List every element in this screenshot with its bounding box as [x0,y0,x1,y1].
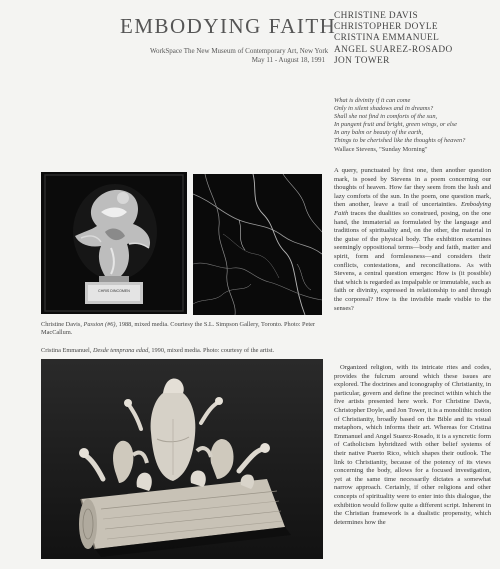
artist-list [334,11,494,67]
artist-name: JON TOWER [334,55,390,66]
poem-attribution: Wallace Stevens, "Sunday Morning" [334,145,428,153]
essay-text: A query, punctuated by first one, then another question mark, is posed by Stevens in a poem concerning our thoughts of heaven. How far they seem from the lush and lazy comforts of the sun. In the poem, one question mark, then another, leave a trail of uncertainties. [334,167,491,209]
poem-line: What is divinity if it can come [334,97,411,104]
venue-line: WorkSpace The New Museum of Contemporary Art, New York [150,47,329,55]
essay-paragraph-2: Organized religion, with its intricate rites and codes, provides the fulcrum around which these issues are explored. The doctrines and iconography of Christianity, in particular, govern and define the precinct within which the five artists presented here work. For Christine Davis, Christopher Doyle, and Jon Tower, it is a monolithic notion of Christianity, broadly based on the Bible and its visual metaphors, which informs their art. Whereas for Cristina Emmanuel and Angel Suarez-Rosado, it is a syncretic form of Catholicism hybridized with other belief systems of their native Puerto Rico, which shapes their outlook. The link to Christianity, because of the potency of its views concerning the body, allows for a focused investigation, yet at the same time necessarily dictates a somewhat narrow approach. Certainly, if other religions and other concepts of spirituality were to enter into this dialogue, the exhibition would follow quite a different script. Inherent in the Christian framework is a dualistic propensity, which determines how the [334,364,491,526]
log-sculpture-image [41,359,323,559]
poem-line: Only in silent shadows and in dreams? [334,105,434,113]
photo-desde-temprana-edad [41,359,323,559]
photo-passion [41,172,187,314]
caption-passion [41,321,325,337]
caption-work-title: Passion (#6) [83,321,116,328]
exhibition-dates: May 11 - August 18, 1991 [251,56,325,64]
caption-desde [41,347,325,355]
poem-line: Shall she not find in comforts of the sun, [334,113,438,121]
exhibition-title-italic: Embodying Faith [334,201,491,217]
poem-epigraph [334,97,494,154]
essay-paragraph-1 [334,167,491,313]
caption-artist: Cristina Emmanuel, [41,347,93,354]
caption-details: , 1990, mixed media. Photo: courtesy of the artist. [148,347,275,354]
artist-name: CRISTINA EMMANUEL [334,33,440,44]
page-title: EMBODYING FAITH [120,14,337,38]
essay-text: traces the dualities so construed, posing, on the one hand, the immaterial as formulated by the language and traditions of spirituality and, on the other, the material in the guise of the physical body. The exhibition examines seemingly oppositional terms—body and faith, matter and spirit, form and formlessness—and considers their conflicts, contestations, and reconciliations. As with Stevens, a central question emerges: How is (it possible) that which is regarded as impalpable or immutable, such as faith or divinity, expressed in relationship to and through the corporeal? How is the invisible made visible to the senses? [334,209,491,312]
pedestal-plaque-text: CHRIS DINCOMEN [98,289,130,293]
artist-name: ANGEL SUAREZ-ROSADO [334,44,453,55]
photo-marble [193,174,322,315]
caption-work-title: Desde temprana edad [92,347,149,354]
marble-texture-image [193,174,322,315]
artist-name: CHRISTINE DAVIS [334,11,419,21]
poem-line: In any balm or beauty of the earth, [334,129,424,137]
caption-artist: Christine Davis, [41,321,84,328]
artist-name: CHRISTOPHER DOYLE [334,22,438,33]
poem-line: Things to be cherished like the thoughts of heaven? [334,137,466,145]
poem-line: In pungent fruit and bright, green wings, or else [334,121,457,129]
caption-details: , 1988, mixed media. Courtesy the S.L. Simpson Gallery, Toronto. Photo: Peter MacCallum. [41,321,315,336]
